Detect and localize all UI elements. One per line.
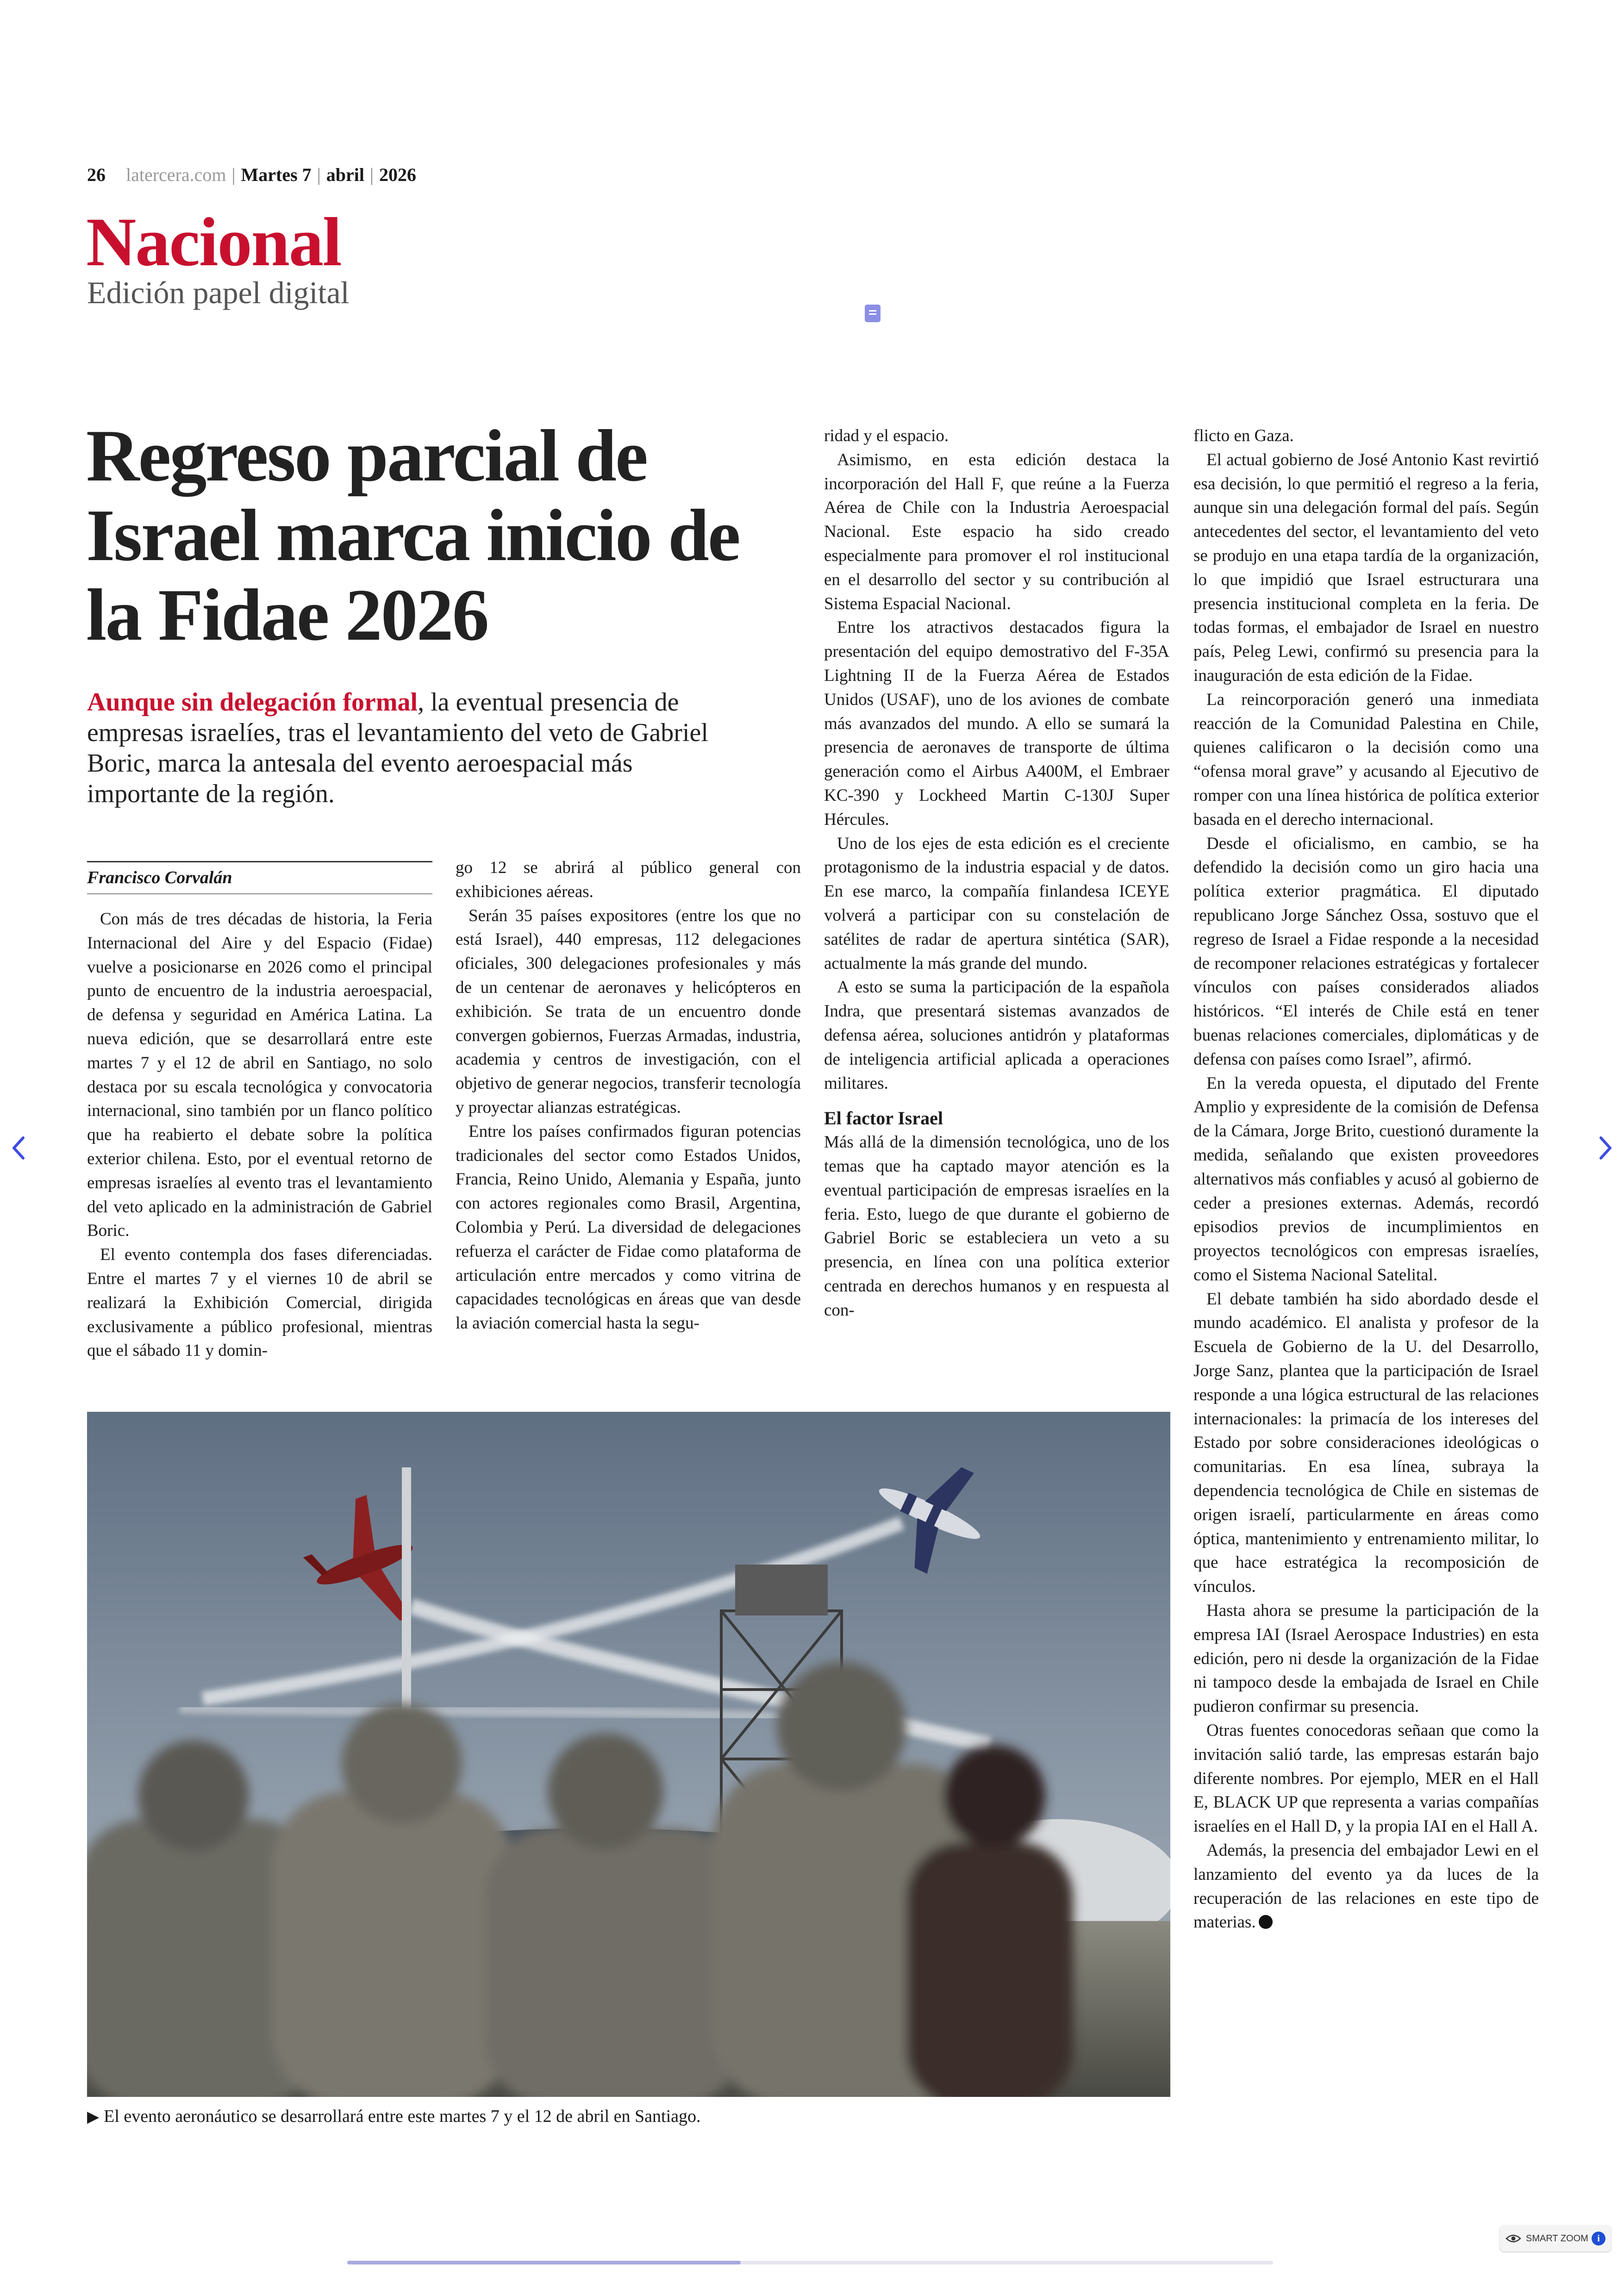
next-page-button[interactable] <box>1592 1129 1619 1166</box>
article-column-3 <box>824 424 1169 1322</box>
article-headline: Regreso parcial de Israel marca inicio de la Fidae 2026 <box>86 414 739 656</box>
prev-page-button[interactable] <box>5 1129 32 1166</box>
paragraph: A esto se suma la participación de la española Indra, que presentará sistemas avanzados de defensa aérea, soluciones antidrón y plataformas de inteligencia artificial aplicada a operaciones militares. <box>824 978 1169 1093</box>
deck-highlight: Aunque sin delegación formal <box>87 688 418 717</box>
folio-month: abril <box>326 164 364 185</box>
chevron-right-icon <box>1592 1129 1619 1166</box>
page-folio <box>87 162 416 188</box>
bookmark-icon[interactable] <box>865 305 881 322</box>
page-scrollbar[interactable] <box>347 2261 1273 2264</box>
end-mark-icon <box>1259 1915 1273 1929</box>
scrollbar-thumb[interactable] <box>347 2261 741 2264</box>
paragraph: El actual gobierno de José Antonio Kast revirtió esa decisión, lo que permitió el regreso a la feria, aunque sin una delegación formal del país. Según antecedentes del sector, el levantamiento del veto se produjo en una etapa tardía de la organización, lo que impidió que Israel estructurara una presencia institucional completa en la feria. De todas formas, el embajador de Israel en nuestro país, Peleg Lewi, confirmó su presencia para la inauguración de esta edición de la Fidae. <box>1193 450 1539 685</box>
byline: Francisco Corvalán <box>87 868 232 887</box>
smart-zoom-label: SMART ZOOM <box>1526 2233 1588 2244</box>
folio-separator: | <box>369 164 374 185</box>
article-column-2 <box>456 856 801 1335</box>
folio-day: Martes 7 <box>241 164 312 185</box>
paragraph-text: Además, la presencia del embajador Lewi en el lanzamiento del evento ya da luces de la recuperación de las relaciones en este tipo de materias. <box>1193 1841 1539 1932</box>
caption-text: El evento aeronáutico se desarrollará entre este martes 7 y el 12 de abril en Santiago. <box>104 2107 701 2126</box>
article-column-4 <box>1193 424 1539 1934</box>
paragraph: Desde el oficialismo, en cambio, se ha defendido la decisión como un giro hacia una política exterior pragmática. El diputado republicano Jorge Sánchez Ossa, sostuvo que el regreso de Israel a Fidae responde a la necesidad de recomponer relaciones estratégicas y fortalecer vínculos con países considerados aliados históricos. “El interés de Chile está en tener buenas relaciones comerciales, diplomáticas y de defensa con países como Israel”, afirmó. <box>1193 834 1539 1069</box>
paragraph: ridad y el espacio. <box>824 426 949 445</box>
paragraph: El evento contempla dos fases diferenciadas. Entre el martes 7 y el viernes 10 de abril se realizará la Exhibición Comercial, dirigida exclusivamente a público profesional, mientras que el sábado 11 y domin- <box>87 1245 432 1360</box>
paragraph: Asimismo, en esta edición destaca la incorporación del Hall F, que reúne a la Fuerza Aérea de Chile con la Industria Aeroespacial Nacional. Este espacio ha sido creado especialmente para promover el rol institucional en el desarrollo del sector y su contribución al Sistema Espacial Nacional. <box>824 450 1169 613</box>
folio-separator: | <box>317 164 321 185</box>
byline-rule-bottom <box>87 893 432 894</box>
paragraph: Uno de los ejes de esta edición es el creciente protagonismo de la industria espacial y de datos. En ese marco, la compañía finlandesa ICEYE volverá a participar con su constelación de satélites de radar de apertura sintética (SAR), actualmente la más grande del mundo. <box>824 834 1169 973</box>
section-subtitle: Edición papel digital <box>87 275 350 310</box>
page-number: 26 <box>87 164 106 185</box>
paragraph: En la vereda opuesta, el diputado del Frente Amplio y expresidente de la comisión de Defensa de la Cámara, Jorge Brito, cuestionó duramente la medida, señalando que existen proveedores alternativos más confiables y acusó al gobierno de ceder a presiones externas. Además, recordó episodios previos de incumplimientos en proyectos tecnológicos con empresas israelíes, como el Sistema Nacional Satelital. <box>1193 1073 1539 1285</box>
smart-zoom-button[interactable] <box>1500 2226 1611 2251</box>
paragraph <box>1193 1839 1539 1934</box>
byline-rule-top <box>87 861 432 862</box>
deck-text: , la eventual presencia de empresas israelíes, tras el levantamiento del veto de Gabriel Boric, marca la antesala del evento aeroespacial más importante de la región. <box>87 688 708 808</box>
folio-year: 2026 <box>379 164 416 185</box>
paragraph: Otras fuentes conocedoras señaan que como la invitación salió tarde, las empresas estarán bajo diferente nombres. Por ejemplo, MER en el Hall E, BLACK UP que representa a varias compañías israelíes en el Hall D, y la propia IAI en el Hall A. <box>1193 1721 1539 1836</box>
photo-caption <box>87 2104 701 2129</box>
paragraph: El debate también ha sido abordado desde el mundo académico. El analista y profesor de la Escuela de Gobierno de la U. del Desarrollo, Jorge Sanz, plantea que la participación de Israel responde a una lógica estructural de las relaciones internacionales: la primacía de los intereses del Estado por sobre consideraciones ideológicas o comunitarias. En esa línea, subraya la dependencia tecnológica de Chile en sistemas de origen israelí, particularmente en áreas como óptica, mantenimiento y entrenamiento militar, lo que hace estratégica la recomposición de vínculos. <box>1193 1289 1539 1597</box>
article-column-1 <box>87 907 432 1363</box>
section-subhead: El factor Israel <box>824 1108 943 1129</box>
caption-marker-icon: ▶ <box>87 2108 100 2126</box>
paragraph: Serán 35 países expositores (entre los que no está Israel), 440 empresas, 112 delegaciones oficiales, 300 delegaciones profesionales y más de un centenar de aeronaves y helicópteros en exhibición. Se trata de un encuentro donde convergen gobiernos, Fuerzas Armadas, industria, academia y centros de investigación, con el objetivo de generar negocios, transferir tecnología y proyectar alianzas estratégicas. <box>456 906 801 1117</box>
paragraph: Con más de tres décadas de historia, la Feria Internacional del Aire y del Espacio (Fidae) vuelve a posicionarse en 2026 como el principal punto de encuentro de la industria aeroespacial, de defensa y seguridad en América Latina. La nueva edición, que se desarrollará entre este martes 7 y el 12 de abril en Santiago, no solo destaca por su escala tecnológica y convocatoria internacional, sino también por un flanco político que ha reabierto el debate sobre la política exterior chilena. Esto, por el eventual retorno de empresas israelíes al evento tras el levantamiento del veto aplicado en la administración de Gabriel Boric. <box>87 910 432 1241</box>
paragraph: La reincorporación generó una inmediata reacción de la Comunidad Palestina en Chile, quienes calificaron o la decisión como una “ofensa moral grave” y acusando al Ejecutivo de romper con una línea histórica de política exterior basada en el derecho internacional. <box>1193 690 1539 829</box>
paragraph: go 12 se abrirá al público general con exhibiciones aéreas. <box>456 858 801 901</box>
article-deck <box>87 687 735 809</box>
folio-separator: | <box>231 164 236 185</box>
chevron-left-icon <box>5 1129 32 1166</box>
paragraph: flicto en Gaza. <box>1193 426 1294 445</box>
article-photo <box>87 1412 1170 2097</box>
section-title: Nacional <box>86 204 341 281</box>
paragraph: Entre los países confirmados figuran potencias tradicionales del sector como Estados Unidos, Francia, Reino Unido, Alemania y España, junto con actores regionales como Brasil, Argentina, Colombia y Perú. La diversidad de delegaciones refuerza el carácter de Fidae como plataforma de articulación entre mercados y como vitrina de capacidades tecnológicas en áreas que van desde la aviación comercial hasta la segu- <box>456 1122 801 1333</box>
site-name: latercera.com <box>126 164 226 185</box>
info-icon[interactable]: i <box>1592 2232 1605 2245</box>
paragraph: Hasta ahora se presume la participación de la empresa IAI (Israel Aerospace Industries) en esta edición, pero ni desde la organización de la Fidae ni tampoco desde la embajada de Israel en Chile pudieron confirmar su presencia. <box>1193 1601 1539 1716</box>
eye-icon <box>1505 2234 1521 2243</box>
paragraph: Más allá de la dimensión tecnológica, uno de los temas que ha captado mayor atención es la eventual participación de empresas israelíes en la feria. Esto, luego de que durante el gobierno de Gabriel Boric se estableciera un veto a su presencia, en línea con una política exterior centrada en derechos humanos y en respuesta al con- <box>824 1133 1169 1320</box>
paragraph: Entre los atractivos destacados figura la presentación del equipo demostrativo del F-35A Lightning II de la Fuerza Aérea de Estados Unidos (USAF), uno de los aviones de combate más avanzados del mundo. A ello se sumará la presencia de aeronaves de transporte de última generación como el Airbus A400M, el Embraer KC-390 y Lockheed Martin C-130J Super Hércules. <box>824 618 1169 829</box>
